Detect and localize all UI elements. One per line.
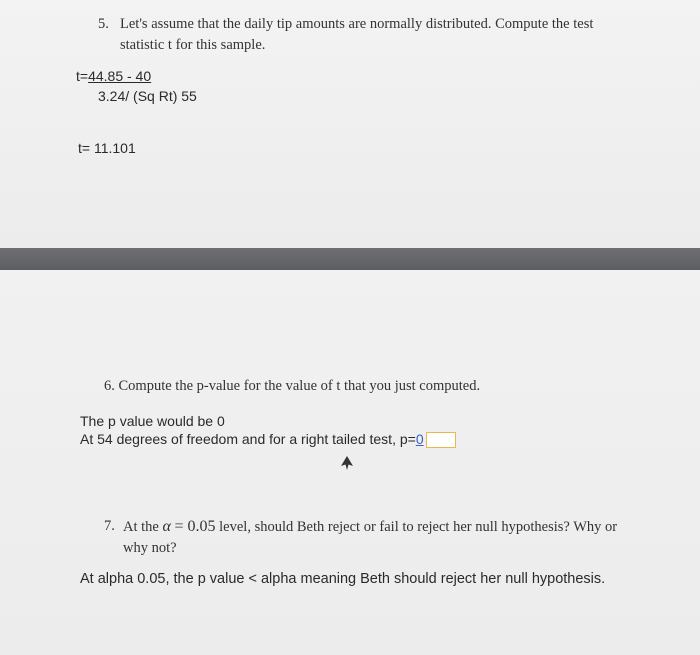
question-5-line2: statistic t for this sample. [120,37,266,53]
p-value-answer-box[interactable] [426,432,456,448]
answer-6-line1: The p value would be 0 [80,413,225,429]
question-5-line1: Let's assume that the daily tip amounts are normally distributed. Compute the test [120,16,594,32]
alpha-value: = 0.05 [174,518,216,535]
t-statistic-formula [76,68,197,104]
mouse-cursor-icon [341,456,353,470]
question-5-number: 5. [98,16,109,32]
question-5 [98,14,638,56]
question-6 [104,378,480,395]
answer-7: At alpha 0.05, the p value < alpha meaning Beth should reject her null hypothesis. [80,571,606,587]
question-6-text: Compute the p-value for the value of t that you just computed. [118,378,481,394]
question-7-line2: why not? [123,540,177,556]
formula-numerator: 44.85 - 40 [88,68,152,84]
alpha-symbol: α [162,518,171,535]
question-6-number: 6. [104,378,115,394]
formula-denominator: 3.24/ (Sq Rt) 55 [98,88,197,104]
question-7 [104,516,644,559]
question-7-suffix: level, should Beth reject or fail to reject her null hypothesis? Why or [219,519,618,535]
answer-6 [80,412,456,448]
page-divider [0,248,700,270]
question-7-prefix: At the [123,519,159,535]
answer-6-line2: At 54 degrees of freedom and for a right tailed test, p= [80,431,416,447]
p-value-input[interactable]: 0 [415,431,424,447]
formula-lhs: t= [76,68,89,84]
question-7-number: 7. [104,518,115,534]
t-statistic-result: t= 11.101 [78,140,136,156]
